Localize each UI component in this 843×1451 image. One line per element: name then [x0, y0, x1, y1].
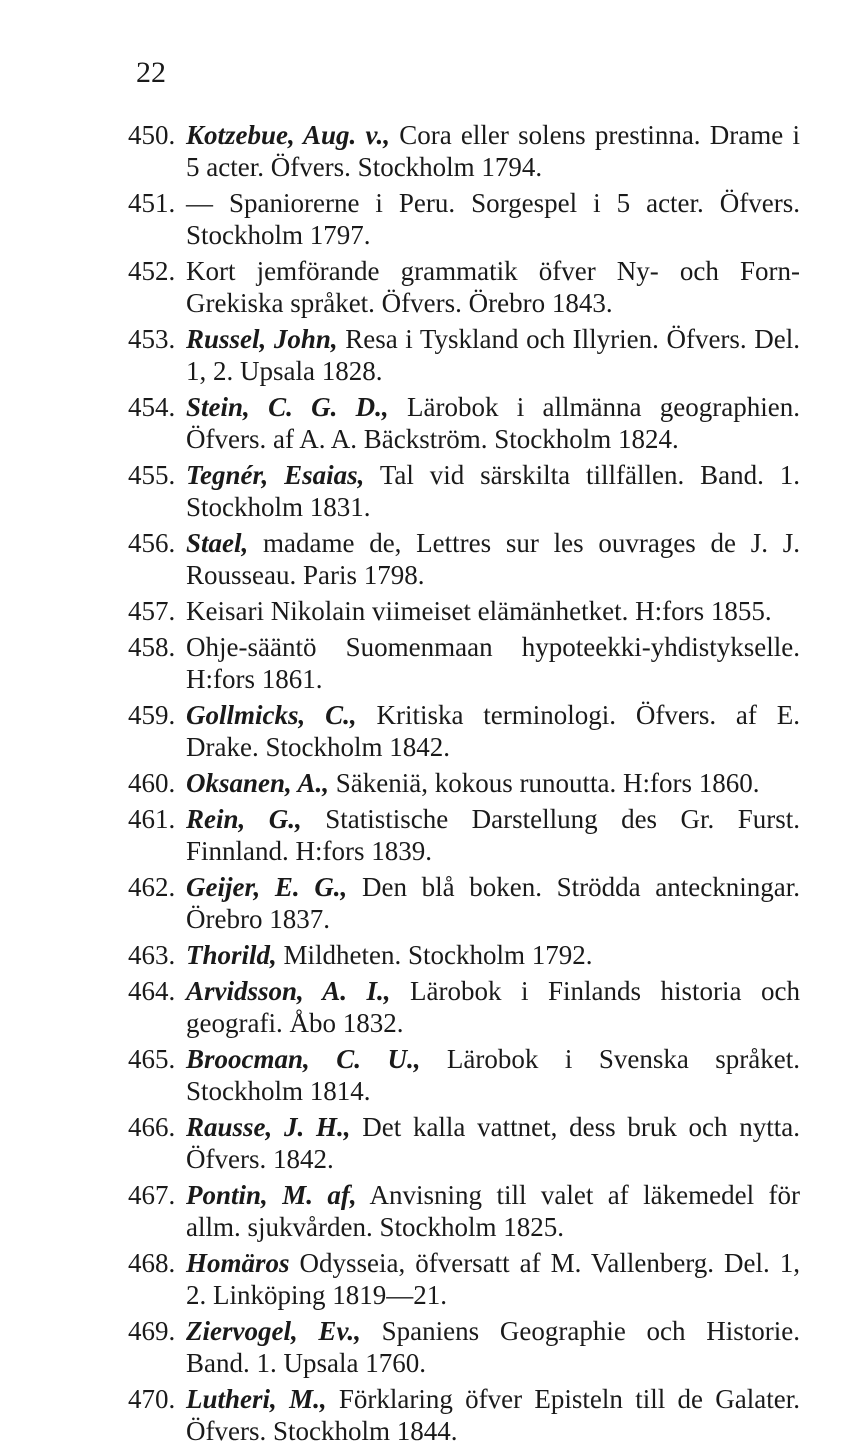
- entry-number: 467.: [128, 1180, 176, 1210]
- entry-number: 455.: [128, 460, 176, 490]
- entry-number: 454.: [128, 392, 176, 422]
- catalog-entry: [128, 1179, 800, 1243]
- catalog-entry: [128, 1111, 800, 1175]
- entry-text: madame de, Lettres sur les ouvrages de J. J. Rousseau. Paris 1798.: [186, 528, 800, 590]
- entry-body: [186, 1111, 800, 1175]
- entry-body: [186, 391, 800, 455]
- catalog-entry: [128, 767, 800, 799]
- entry-text: Lärobok i allmänna geographien. Öfvers. af A. A. Bäckström. Stockholm 1824.: [186, 392, 801, 454]
- entry-number: 459.: [128, 700, 176, 730]
- entry-text: Ohje-sääntö Suomenmaan hypoteekki-yhdistykselle. H:fors 1861.: [186, 632, 800, 694]
- entry-author: Oksanen, A.,: [186, 768, 330, 798]
- entry-author: Russel, John,: [186, 324, 338, 354]
- entry-text: Kritiska terminologi. Öfvers. af E. Drake. Stockholm 1842.: [186, 700, 800, 762]
- catalog-entry-list: [128, 119, 800, 1451]
- catalog-entry: [128, 527, 800, 591]
- entry-text: Odysseia, öfversatt af M. Vallenberg. Del. 1, 2. Linköping 1819—21.: [186, 1248, 800, 1310]
- entry-body: [186, 459, 800, 523]
- entry-body: [186, 939, 800, 971]
- catalog-entry: [128, 1383, 800, 1447]
- entry-number: 452.: [128, 256, 176, 286]
- catalog-entry: [128, 939, 800, 971]
- entry-body: [186, 975, 800, 1039]
- catalog-entry: [128, 255, 800, 319]
- entry-text: Förklaring öfver Episteln till de Galater. Öfvers. Stockholm 1844.: [186, 1384, 800, 1446]
- entry-text: Det kalla vattnet, dess bruk och nytta. Öfvers. 1842.: [186, 1112, 801, 1174]
- catalog-entry: [128, 391, 800, 455]
- entry-body: [186, 767, 800, 799]
- entry-number: 463.: [128, 940, 176, 970]
- catalog-entry: [128, 595, 800, 627]
- entry-text: Lärobok i Svenska språket. Stockholm 1814.: [186, 1044, 800, 1106]
- page-number: 22: [136, 56, 166, 89]
- entry-text: Den blå boken. Strödda anteckningar. Örebro 1837.: [186, 872, 800, 934]
- catalog-entry: [128, 871, 800, 935]
- entry-author: Arvidsson, A. I.,: [186, 976, 391, 1006]
- entry-body: [186, 1315, 800, 1379]
- entry-body: [186, 803, 800, 867]
- entry-text: Mildheten. Stockholm 1792.: [276, 940, 593, 970]
- entry-number: 466.: [128, 1112, 176, 1142]
- entry-number: 458.: [128, 632, 176, 662]
- entry-author: Stael,: [186, 528, 249, 558]
- entry-body: [186, 595, 800, 627]
- entry-body: [186, 255, 800, 319]
- entry-body: [186, 1247, 800, 1311]
- entry-body: [186, 187, 800, 251]
- entry-author: Lutheri, M.,: [186, 1384, 327, 1414]
- entry-author: Gollmicks, C.,: [186, 700, 357, 730]
- entry-body: [186, 699, 800, 763]
- entry-author: Thorild,: [186, 940, 277, 970]
- entry-body: [186, 1179, 800, 1243]
- entry-text: Anvisning till valet af läkemedel för allm. sjukvården. Stockholm 1825.: [186, 1180, 800, 1242]
- entry-body: [186, 323, 800, 387]
- entry-body: [186, 527, 800, 591]
- entry-text: Säkeniä, kokous runoutta. H:fors 1860.: [329, 768, 760, 798]
- entry-text: Statistische Darstellung des Gr. Furst. Finnland. H:fors 1839.: [186, 804, 801, 866]
- entry-text: Resa i Tyskland och Illyrien. Öfvers. Del. 1, 2. Upsala 1828.: [186, 324, 801, 386]
- catalog-entry: [128, 1315, 800, 1379]
- entry-body: [186, 871, 800, 935]
- catalog-entry: [128, 803, 800, 867]
- entry-number: 460.: [128, 768, 176, 798]
- entry-number: 469.: [128, 1316, 176, 1346]
- entry-number: 451.: [128, 188, 176, 218]
- catalog-entry: [128, 323, 800, 387]
- entry-number: 464.: [128, 976, 176, 1006]
- entry-text: Spaniens Geographie och Historie. Band. 1. Upsala 1760.: [186, 1316, 801, 1378]
- entry-number: 470.: [128, 1384, 176, 1414]
- entry-body: [186, 1383, 800, 1447]
- entry-number: 462.: [128, 872, 176, 902]
- entry-number: 465.: [128, 1044, 176, 1074]
- catalog-entry: [128, 1247, 800, 1311]
- entry-number: 468.: [128, 1248, 176, 1278]
- entry-author: Tegnér, Esaias,: [186, 460, 365, 490]
- entry-text: Kort jemförande grammatik öfver Ny- och Forn-Grekiska språket. Öfvers. Örebro 1843.: [186, 256, 800, 318]
- entry-author: Rein, G.,: [186, 804, 302, 834]
- entry-number: 456.: [128, 528, 176, 558]
- entry-text: Cora eller solens prestinna. Drame i 5 acter. Öfvers. Stockholm 1794.: [186, 120, 800, 182]
- catalog-entry: [128, 631, 800, 695]
- catalog-entry: [128, 459, 800, 523]
- entry-author: Geijer, E. G.,: [186, 872, 348, 902]
- catalog-entry: [128, 119, 800, 183]
- entry-author: Pontin, M. af,: [186, 1180, 357, 1210]
- catalog-entry: [128, 187, 800, 251]
- catalog-entry: [128, 975, 800, 1039]
- entry-body: [186, 119, 800, 183]
- entry-author: Homäros: [186, 1248, 290, 1278]
- entry-text: Tal vid särskilta tillfällen. Band. 1. Stockholm 1831.: [186, 460, 800, 522]
- catalog-entry: [128, 699, 800, 763]
- entry-text: Lärobok i Finlands historia och geografi. Åbo 1832.: [186, 976, 800, 1038]
- entry-number: 457.: [128, 596, 176, 626]
- entry-number: 461.: [128, 804, 176, 834]
- entry-author: Rausse, J. H.,: [186, 1112, 351, 1142]
- entry-author: Broocman, C. U.,: [186, 1044, 421, 1074]
- entry-number: 450.: [128, 120, 176, 150]
- entry-text: — Spaniorerne i Peru. Sorgespel i 5 acter. Öfvers. Stockholm 1797.: [186, 188, 800, 250]
- entry-author: Stein, C. G. D.,: [186, 392, 389, 422]
- catalog-entry: [128, 1043, 800, 1107]
- entry-text: Keisari Nikolain viimeiset elämänhetket. H:fors 1855.: [186, 596, 772, 626]
- entry-author: Ziervogel, Ev.,: [186, 1316, 361, 1346]
- entry-body: [186, 631, 800, 695]
- entry-body: [186, 1043, 800, 1107]
- entry-author: Kotzebue, Aug. v.,: [186, 120, 390, 150]
- entry-number: 453.: [128, 324, 176, 354]
